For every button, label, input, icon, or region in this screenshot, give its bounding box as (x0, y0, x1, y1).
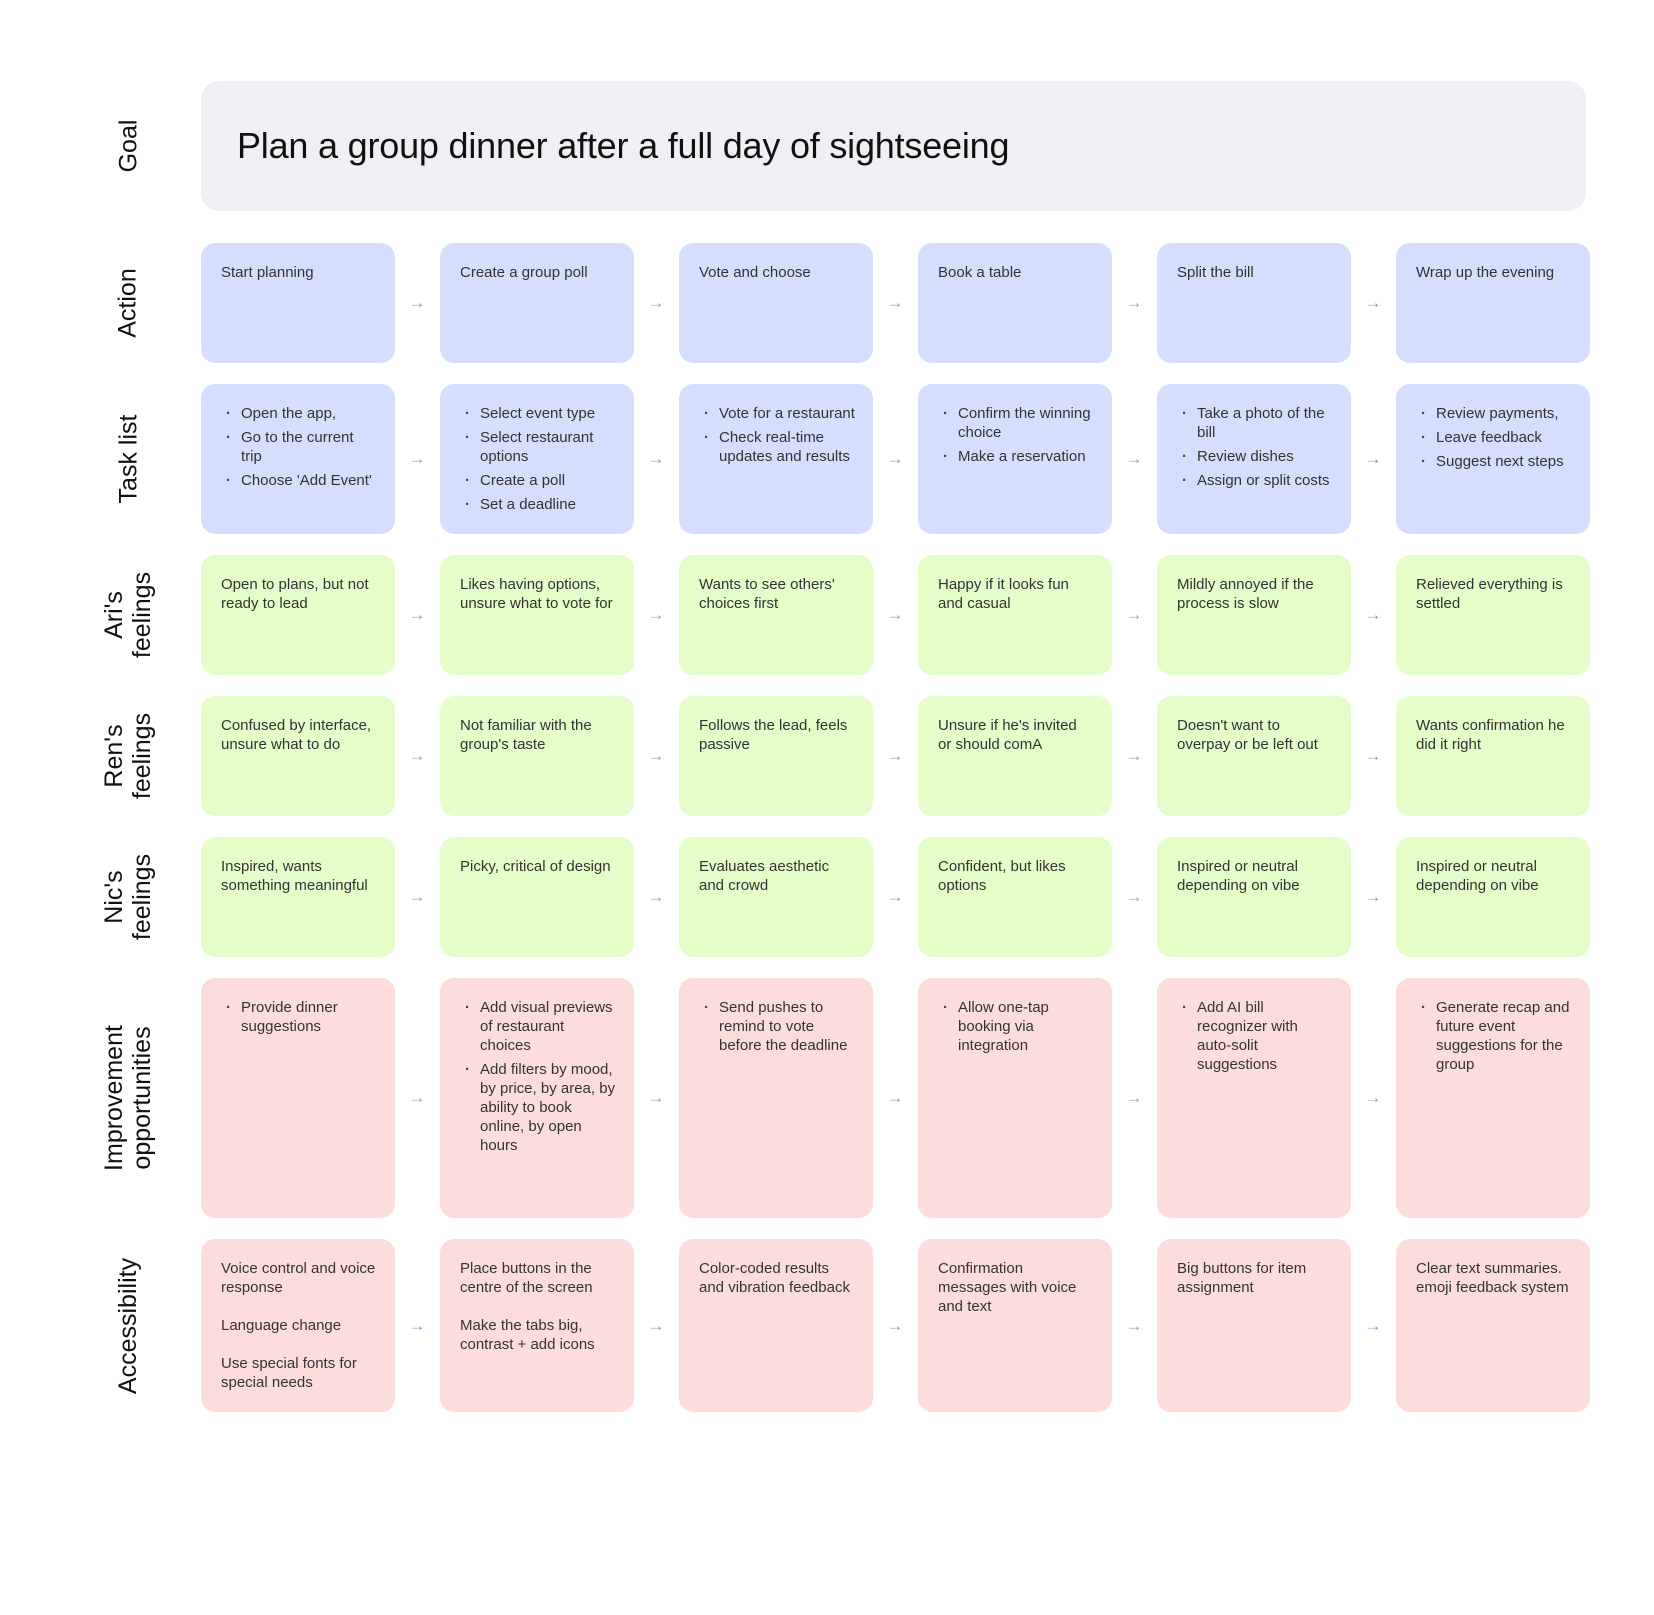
row-label-improvement-opportunities: Improvement opportunities (100, 1025, 157, 1171)
flow-arrow-icon: → (1364, 887, 1382, 906)
task-list-card (918, 384, 1112, 534)
list-item: · Select event type (480, 404, 616, 423)
list-item: · Create a poll (480, 471, 616, 490)
action-card (1396, 243, 1590, 363)
card-paragraph: Color-coded results and vibration feedback (699, 1260, 850, 1296)
flow-arrow-icon: → (408, 887, 426, 906)
row-label-goal: Goal (114, 119, 142, 173)
task-list-card (201, 384, 395, 534)
row-label-nics-feelings: Nic's feelings (99, 853, 156, 941)
flow-arrow-icon: → (1364, 746, 1382, 765)
card-text: Create a group poll (460, 264, 588, 281)
flow-arrow-icon: → (886, 746, 904, 765)
card-text: Wrap up the evening (1416, 264, 1555, 281)
rens-feelings-card (1396, 696, 1590, 816)
bullet-list (1177, 404, 1333, 490)
list-item: · Make a reservation (958, 447, 1094, 466)
row-label-task-list: Task list (114, 414, 142, 504)
flow-arrow-icon: → (408, 746, 426, 765)
flow-arrow-icon: → (1125, 746, 1143, 765)
card-text: Confused by interface, unsure what to do (221, 717, 372, 753)
bullet-list (221, 404, 377, 490)
flow-arrow-icon: → (408, 293, 426, 312)
nics-feelings-card (440, 837, 634, 957)
list-item: · Take a photo of the bill (1197, 404, 1333, 442)
bullet-list (1177, 998, 1333, 1074)
card-text: Unsure if he's invited or should comA (938, 717, 1077, 753)
task-list-card (440, 384, 634, 534)
accessibility-card (1157, 1239, 1351, 1412)
bullet-list (460, 404, 616, 514)
flow-arrow-icon: → (1125, 1088, 1143, 1107)
flow-arrow-icon: → (1364, 1088, 1382, 1107)
card-text: Open to plans, but not ready to lead (221, 576, 369, 612)
improvement-opportunities-card (440, 978, 634, 1218)
improvement-opportunities-card (1157, 978, 1351, 1218)
rens-feelings-card (440, 696, 634, 816)
accessibility-card (1396, 1239, 1590, 1412)
list-item: · Leave feedback (1436, 428, 1572, 447)
accessibility-card (918, 1239, 1112, 1412)
list-item: · Generate recap and future event suggestions for the group (1436, 998, 1572, 1074)
flow-arrow-icon: → (886, 1088, 904, 1107)
aris-feelings-card (201, 555, 395, 675)
flow-arrow-icon: → (408, 449, 426, 468)
flow-arrow-icon: → (886, 293, 904, 312)
list-item: · Go to the current trip (241, 428, 377, 466)
card-text: Not familiar with the group's taste (460, 717, 592, 753)
flow-arrow-icon: → (408, 1088, 426, 1107)
flow-arrow-icon: → (886, 1315, 904, 1335)
list-item: · Assign or split costs (1197, 471, 1333, 490)
action-card (1157, 243, 1351, 363)
goal-banner (201, 81, 1586, 211)
card-text: Inspired, wants something meaningful (221, 858, 368, 894)
list-item: · Review payments, (1436, 404, 1572, 423)
card-paragraph: Clear text summaries. emoji feedback system (1416, 1260, 1569, 1296)
flow-arrow-icon: → (886, 449, 904, 468)
flow-arrow-icon: → (1364, 293, 1382, 312)
card-paragraph: Language change (221, 1317, 342, 1334)
row-label-accessibility: Accessibility (114, 1257, 142, 1394)
flow-arrow-icon: → (1125, 293, 1143, 312)
improvement-opportunities-card (679, 978, 873, 1218)
improvement-opportunities-card (201, 978, 395, 1218)
nics-feelings-card (201, 837, 395, 957)
list-item: · Check real-time updates and results (719, 428, 855, 466)
flow-arrow-icon: → (1364, 605, 1382, 624)
card-paragraph: Confirmation messages with voice and text (938, 1260, 1077, 1315)
card-text: Split the bill (1177, 264, 1254, 281)
card-text: Wants confirmation he did it right (1416, 717, 1565, 753)
flow-arrow-icon: → (886, 605, 904, 624)
list-item: · Open the app, (241, 404, 377, 423)
card-paragraph: Voice control and voice response (221, 1260, 376, 1296)
nics-feelings-card (679, 837, 873, 957)
list-item: · Provide dinner suggestions (241, 998, 377, 1036)
list-item: · Add filters by mood, by price, by area, by ability to book online, by open hours (480, 1060, 616, 1155)
flow-arrow-icon: → (647, 1088, 665, 1107)
goal-title: Plan a group dinner after a full day of sightseeing (237, 125, 1010, 166)
list-item: · Confirm the winning choice (958, 404, 1094, 442)
flow-arrow-icon: → (886, 887, 904, 906)
flow-arrow-icon: → (647, 605, 665, 624)
bullet-list (1416, 404, 1572, 471)
card-text: Evaluates aesthetic and crowd (699, 858, 830, 894)
aris-feelings-card (440, 555, 634, 675)
card-text: Mildly annoyed if the process is slow (1177, 576, 1314, 612)
flow-arrow-icon: → (1364, 449, 1382, 468)
task-list-card (679, 384, 873, 534)
card-paragraph: Make the tabs big, contrast + add icons (460, 1317, 595, 1353)
card-text: Doesn't want to overpay or be left out (1177, 717, 1318, 753)
flow-arrow-icon: → (1125, 449, 1143, 468)
aris-feelings-card (679, 555, 873, 675)
row-label-rens-feelings: Ren's feelings (99, 712, 156, 800)
aris-feelings-card (918, 555, 1112, 675)
action-card (201, 243, 395, 363)
aris-feelings-card (1396, 555, 1590, 675)
flow-arrow-icon: → (1125, 605, 1143, 624)
card-paragraph: Place buttons in the centre of the screen (460, 1260, 593, 1296)
list-item: · Suggest next steps (1436, 452, 1572, 471)
improvement-opportunities-card (918, 978, 1112, 1218)
action-card (679, 243, 873, 363)
bullet-list (699, 404, 855, 466)
card-paragraph: Big buttons for item assignment (1177, 1260, 1307, 1296)
action-card (918, 243, 1112, 363)
flow-arrow-icon: → (647, 449, 665, 468)
flow-arrow-icon: → (647, 887, 665, 906)
card-text: Inspired or neutral depending on vibe (1416, 858, 1539, 894)
aris-feelings-card (1157, 555, 1351, 675)
bullet-list (938, 404, 1094, 466)
rens-feelings-card (201, 696, 395, 816)
card-text: Happy if it looks fun and casual (938, 576, 1069, 612)
flow-arrow-icon: → (1364, 1315, 1382, 1335)
flow-arrow-icon: → (647, 293, 665, 312)
flow-arrow-icon: → (408, 1315, 426, 1335)
list-item: · Choose 'Add Event' (241, 471, 377, 490)
list-item: · Select restaurant options (480, 428, 616, 466)
task-list-card (1157, 384, 1351, 534)
accessibility-card (679, 1239, 873, 1412)
flow-arrow-icon: → (647, 746, 665, 765)
nics-feelings-card (1157, 837, 1351, 957)
list-item: · Send pushes to remind to vote before the deadline (719, 998, 855, 1055)
list-item: · Set a deadline (480, 495, 616, 514)
card-text: Picky, critical of design (460, 858, 611, 875)
card-text: Inspired or neutral depending on vibe (1177, 858, 1300, 894)
flow-arrow-icon: → (1125, 1315, 1143, 1335)
bullet-list (699, 998, 855, 1055)
flow-arrow-icon: → (408, 605, 426, 624)
nics-feelings-card (1396, 837, 1590, 957)
card-text: Likes having options, unsure what to vote for (460, 576, 613, 612)
list-item: · Vote for a restaurant (719, 404, 855, 423)
action-card (440, 243, 634, 363)
rens-feelings-card (679, 696, 873, 816)
row-label-action: Action (113, 268, 142, 338)
row-label-aris-feelings: Ari's feelings (99, 571, 156, 659)
task-list-card (1396, 384, 1590, 534)
nics-feelings-card (918, 837, 1112, 957)
list-item: · Add AI bill recognizer with auto-solit suggestions (1197, 998, 1333, 1074)
card-text: Wants to see others' choices first (699, 576, 835, 612)
card-text: Book a table (938, 264, 1022, 281)
card-text: Relieved everything is settled (1416, 576, 1563, 612)
bullet-list (938, 998, 1094, 1055)
rens-feelings-card (918, 696, 1112, 816)
accessibility-card (201, 1239, 395, 1412)
card-text: Vote and choose (699, 264, 811, 281)
flow-arrow-icon: → (1125, 887, 1143, 906)
list-item: · Add visual previews of restaurant choices (480, 998, 616, 1055)
list-item: · Review dishes (1197, 447, 1333, 466)
card-text: Confident, but likes options (938, 858, 1066, 894)
bullet-list (221, 998, 377, 1036)
flow-arrow-icon: → (647, 1315, 665, 1335)
accessibility-card (440, 1239, 634, 1412)
card-paragraph: Use special fonts for special needs (221, 1355, 357, 1391)
bullet-list (460, 998, 616, 1155)
rens-feelings-card (1157, 696, 1351, 816)
improvement-opportunities-card (1396, 978, 1590, 1218)
bullet-list (1416, 998, 1572, 1074)
list-item: · Allow one-tap booking via integration (958, 998, 1094, 1055)
card-text: Start planning (221, 264, 314, 281)
card-text: Follows the lead, feels passive (699, 717, 848, 753)
